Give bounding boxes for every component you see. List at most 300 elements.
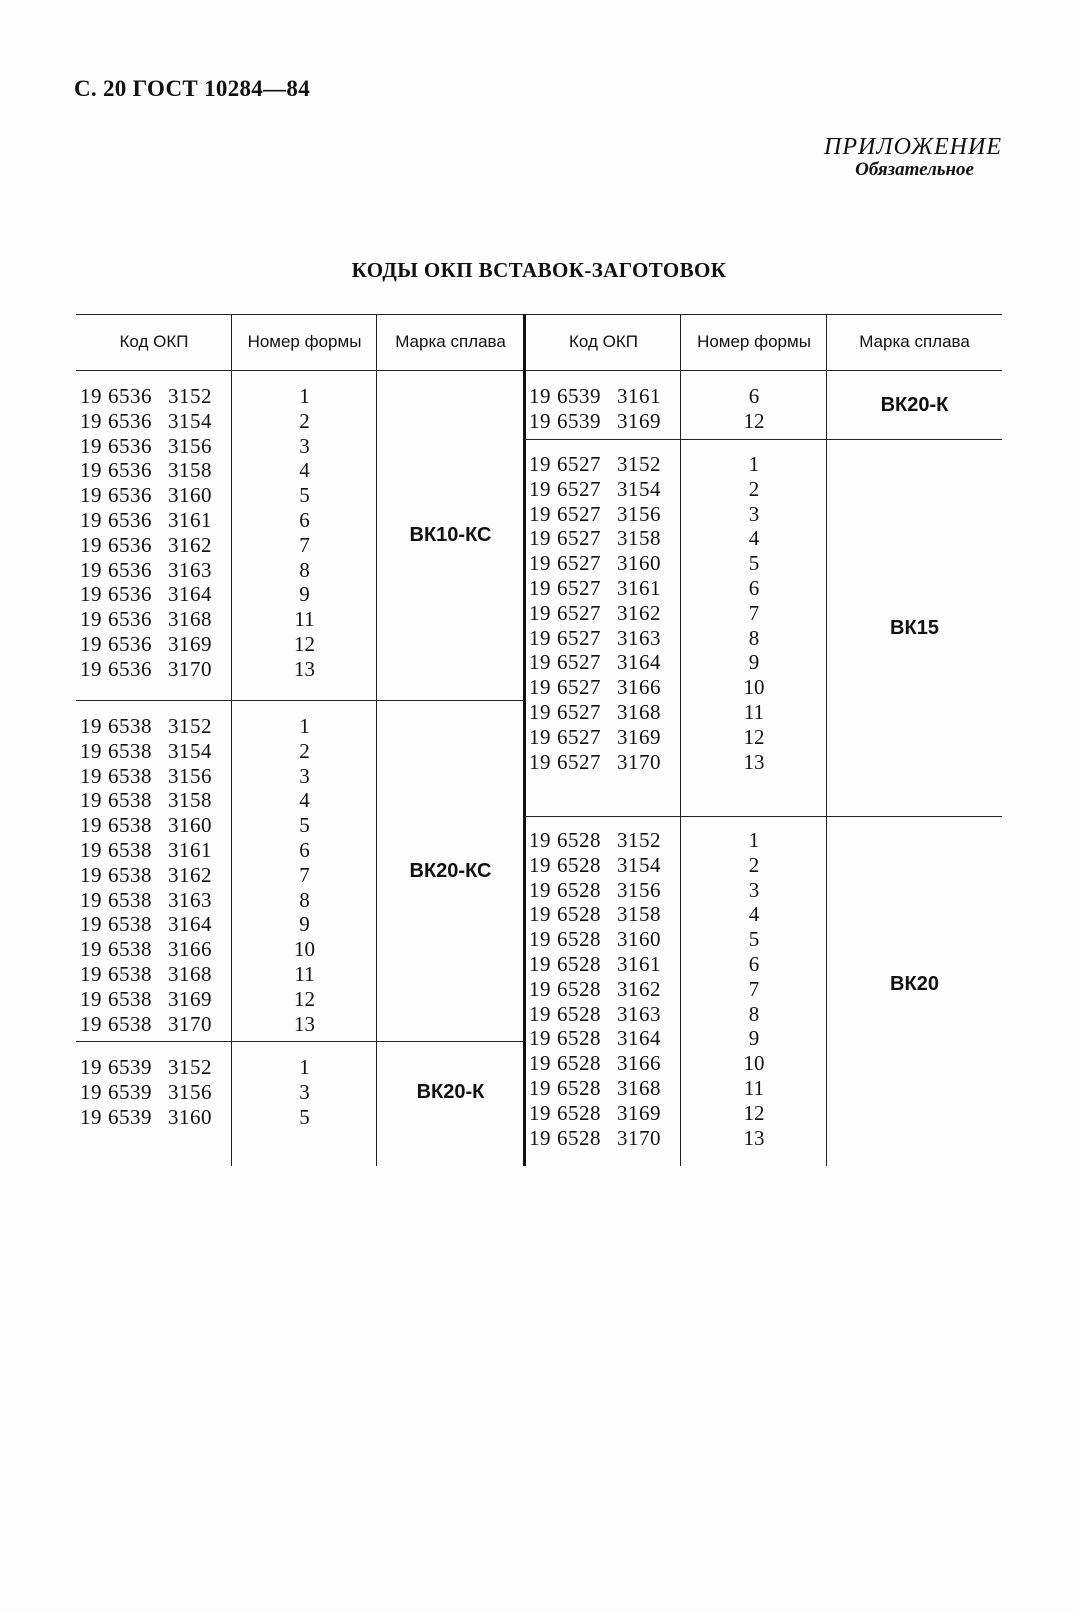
okp-code — [80, 937, 230, 962]
okp-code — [80, 987, 230, 1012]
okp-code-part: 6528 — [557, 927, 601, 952]
okp-code — [80, 533, 230, 558]
okp-code-part: 3160 — [168, 813, 212, 838]
okp-code — [80, 863, 230, 888]
form-number: 3 — [299, 763, 310, 788]
okp-code-part: 3168 — [617, 699, 661, 724]
form-number: 12 — [294, 986, 315, 1011]
form-number: 1 — [748, 452, 760, 476]
okp-code-part: 6527 — [557, 452, 601, 476]
form-number: 2 — [299, 738, 310, 763]
okp-code-part: 19 — [80, 384, 102, 408]
form-number: 3 — [299, 1079, 310, 1104]
okp-code-part: 19 — [80, 507, 102, 532]
okp-code-part: 19 — [80, 607, 102, 632]
okp-code — [529, 384, 679, 409]
okp-code-part: 19 — [80, 458, 102, 483]
okp-code-part: 3161 — [617, 384, 661, 408]
form-number: 11 — [743, 699, 765, 724]
okp-code-part: 19 — [529, 1026, 551, 1051]
okp-code — [529, 1126, 679, 1151]
okp-code-part: 19 — [529, 724, 551, 749]
grade-cell: ВК20-КС — [409, 859, 492, 882]
group-codes — [80, 384, 230, 682]
form-number: 12 — [294, 631, 315, 656]
okp-code-part: 19 — [80, 582, 102, 607]
okp-code — [80, 607, 230, 632]
okp-code — [529, 526, 679, 551]
okp-code-part: 3168 — [168, 961, 212, 986]
form-number: 1 — [299, 1055, 310, 1079]
grade-cell: ВК20 — [890, 972, 939, 995]
form-number: 8 — [299, 557, 310, 582]
form-number: 3 — [748, 501, 760, 526]
okp-code-part: 6527 — [557, 551, 601, 576]
okp-code-part: 6538 — [108, 937, 152, 962]
okp-code-part: 3154 — [168, 738, 212, 763]
okp-code-part: 19 — [529, 1075, 551, 1100]
form-number: 13 — [294, 656, 315, 681]
okp-code-part: 6527 — [557, 575, 601, 600]
okp-code-part: 6536 — [108, 483, 152, 508]
okp-code-part: 19 — [80, 433, 102, 458]
okp-code-part: 6528 — [557, 902, 601, 927]
table-title: КОДЫ ОКП ВСТАВОК-ЗАГОТОВОК — [351, 258, 727, 282]
okp-code — [80, 632, 230, 657]
okp-code-part: 6538 — [108, 1011, 152, 1036]
okp-code — [80, 582, 230, 607]
okp-code-part: 3154 — [617, 852, 661, 877]
okp-codes-table — [76, 314, 1002, 1166]
okp-code-part: 19 — [529, 575, 551, 600]
okp-code-part: 19 — [529, 877, 551, 902]
form-number: 11 — [743, 1075, 765, 1100]
grade-cell: ВК15 — [890, 616, 939, 639]
form-number: 11 — [294, 961, 315, 986]
okp-code-part: 6536 — [108, 607, 152, 632]
okp-code-part: 19 — [80, 837, 102, 862]
okp-code-part: 3154 — [617, 476, 661, 501]
okp-code-part: 6536 — [108, 656, 152, 681]
okp-code-part: 3158 — [617, 526, 661, 551]
okp-code-part: 19 — [529, 408, 551, 433]
okp-code-part: 6538 — [108, 813, 152, 838]
left-group-1-codes — [80, 384, 230, 682]
form-number: 4 — [748, 902, 760, 927]
okp-code-part: 6527 — [557, 675, 601, 700]
okp-code — [529, 725, 679, 750]
okp-code-part: 3169 — [617, 724, 661, 749]
okp-code-part: 19 — [529, 625, 551, 650]
okp-code — [80, 1012, 230, 1037]
okp-code-part: 19 — [80, 1055, 102, 1079]
form-number: 1 — [748, 828, 760, 852]
okp-code-part: 6528 — [557, 1125, 601, 1150]
okp-code — [529, 1051, 679, 1076]
form-number: 9 — [299, 912, 310, 937]
okp-code-part: 19 — [80, 912, 102, 937]
okp-code-part: 6528 — [557, 976, 601, 1001]
okp-code-part: 6539 — [108, 1079, 152, 1104]
okp-code-part: 19 — [80, 483, 102, 508]
okp-code — [80, 813, 230, 838]
okp-code — [529, 576, 679, 601]
okp-code-part: 6538 — [108, 912, 152, 937]
okp-code-part: 3152 — [168, 384, 212, 408]
form-number: 11 — [294, 607, 315, 632]
header-code-left: Код ОКП — [119, 332, 189, 351]
okp-code-part: 19 — [529, 828, 551, 852]
okp-code-part: 6528 — [557, 1026, 601, 1051]
okp-code-part: 6528 — [557, 877, 601, 902]
okp-code-part: 6538 — [108, 961, 152, 986]
form-number: 1 — [299, 714, 310, 738]
form-number: 12 — [743, 724, 765, 749]
left-group-2-forms — [232, 714, 377, 1036]
okp-code-part: 3170 — [617, 749, 661, 774]
form-number: 9 — [748, 650, 760, 675]
right-group-1-codes — [529, 384, 679, 434]
form-number: 4 — [299, 788, 310, 813]
okp-code-part: 3163 — [617, 625, 661, 650]
okp-code — [529, 927, 679, 952]
okp-code-part: 6528 — [557, 1100, 601, 1125]
header-code-right: Код ОКП — [569, 332, 638, 351]
okp-code-part: 3158 — [617, 902, 661, 927]
okp-code — [529, 675, 679, 700]
okp-code-part: 6538 — [108, 714, 152, 738]
okp-code-part: 19 — [80, 532, 102, 557]
okp-code-part: 3156 — [617, 877, 661, 902]
okp-code-part: 6527 — [557, 724, 601, 749]
appendix-label — [824, 134, 1002, 181]
okp-code-part: 3162 — [617, 976, 661, 1001]
okp-code-part: 19 — [529, 852, 551, 877]
okp-code-part: 3161 — [168, 837, 212, 862]
okp-code-part: 19 — [529, 749, 551, 774]
okp-code-part: 3164 — [168, 582, 212, 607]
okp-code-part: 6527 — [557, 476, 601, 501]
okp-code — [529, 700, 679, 725]
okp-code-part: 3164 — [617, 1026, 661, 1051]
okp-code-part: 3166 — [617, 675, 661, 700]
form-number: 1 — [299, 384, 310, 408]
okp-code — [529, 853, 679, 878]
okp-code-part: 19 — [529, 650, 551, 675]
okp-code — [80, 657, 230, 682]
okp-code — [529, 750, 679, 775]
right-group-2-forms — [681, 452, 827, 774]
okp-code-part: 19 — [80, 714, 102, 738]
okp-code-part: 6527 — [557, 526, 601, 551]
okp-code-part: 3160 — [617, 551, 661, 576]
okp-code-part: 19 — [80, 738, 102, 763]
okp-code-part: 6538 — [108, 837, 152, 862]
form-number: 9 — [299, 582, 310, 607]
okp-code-part: 6536 — [108, 507, 152, 532]
okp-code-part: 6536 — [108, 433, 152, 458]
okp-code-part: 19 — [80, 408, 102, 433]
okp-code-part: 3166 — [168, 937, 212, 962]
okp-code-part: 19 — [80, 557, 102, 582]
okp-code-part: 19 — [529, 902, 551, 927]
okp-code-part: 19 — [80, 813, 102, 838]
form-number: 7 — [748, 976, 760, 1001]
form-number: 6 — [748, 575, 760, 600]
okp-code-part: 3156 — [168, 763, 212, 788]
okp-code-part: 3164 — [168, 912, 212, 937]
form-number: 13 — [743, 749, 765, 774]
okp-code — [80, 888, 230, 913]
okp-code-part: 6527 — [557, 501, 601, 526]
okp-code-part: 19 — [529, 1051, 551, 1076]
form-number: 5 — [299, 813, 310, 838]
form-number: 8 — [299, 887, 310, 912]
okp-code-part: 19 — [80, 788, 102, 813]
okp-code-part: 3156 — [168, 1079, 212, 1104]
okp-code-part: 3160 — [617, 927, 661, 952]
form-number: 4 — [299, 458, 310, 483]
okp-code-part: 3156 — [168, 433, 212, 458]
left-group-3-codes — [80, 1055, 230, 1129]
okp-code-part: 6538 — [108, 862, 152, 887]
header-grade-right: Марка сплава — [859, 332, 970, 351]
okp-code-part: 6527 — [557, 625, 601, 650]
okp-code-part: 19 — [529, 526, 551, 551]
okp-code — [529, 828, 679, 853]
okp-code-part: 3152 — [168, 1055, 212, 1079]
okp-code-part: 3161 — [617, 951, 661, 976]
okp-code — [529, 601, 679, 626]
form-number: 10 — [743, 1051, 765, 1076]
form-number: 7 — [299, 862, 310, 887]
form-number: 7 — [748, 600, 760, 625]
okp-code-part: 3168 — [617, 1075, 661, 1100]
okp-code — [80, 714, 230, 739]
okp-code — [529, 650, 679, 675]
okp-code — [529, 409, 679, 434]
okp-code-part: 19 — [529, 699, 551, 724]
okp-code-part: 3160 — [168, 1104, 212, 1129]
okp-code-part: 6538 — [108, 986, 152, 1011]
form-number: 3 — [748, 877, 760, 902]
okp-code-part: 19 — [529, 927, 551, 952]
grade-cell: ВК10-КС — [409, 524, 492, 546]
okp-code-part: 3163 — [168, 887, 212, 912]
okp-code — [529, 878, 679, 903]
form-number: 6 — [748, 384, 760, 408]
okp-code-part: 6538 — [108, 887, 152, 912]
okp-code — [80, 1080, 230, 1105]
grade-cell: ВК20-К — [416, 1080, 485, 1103]
okp-code — [80, 458, 230, 483]
okp-code — [529, 551, 679, 576]
right-group-3-codes — [529, 828, 679, 1150]
appendix-subtitle: Обязательное — [855, 159, 974, 180]
okp-code-part: 19 — [80, 656, 102, 681]
header-grade-left: Марка сплава — [395, 332, 506, 351]
header-form-left: Номер формы — [247, 332, 362, 351]
okp-code-part: 3152 — [168, 714, 212, 738]
form-number: 3 — [299, 433, 310, 458]
form-number: 5 — [748, 927, 760, 952]
form-number: 7 — [299, 532, 310, 557]
form-number: 5 — [299, 483, 310, 508]
okp-code-part: 19 — [80, 986, 102, 1011]
okp-code — [529, 977, 679, 1002]
okp-code-part: 6536 — [108, 458, 152, 483]
okp-code-part: 6536 — [108, 582, 152, 607]
form-number: 12 — [743, 1100, 765, 1125]
form-number: 5 — [748, 551, 760, 576]
okp-code — [80, 434, 230, 459]
okp-code-part: 19 — [80, 862, 102, 887]
okp-code-part: 6528 — [557, 1001, 601, 1026]
okp-code — [80, 409, 230, 434]
okp-code-part: 19 — [80, 1079, 102, 1104]
okp-code — [80, 558, 230, 583]
okp-code-part: 3162 — [168, 532, 212, 557]
okp-code — [529, 502, 679, 527]
okp-code — [80, 1055, 230, 1080]
page-header: С. 20 ГОСТ 10284—84 — [74, 76, 310, 101]
okp-code-part: 19 — [529, 1001, 551, 1026]
okp-code-part: 19 — [80, 937, 102, 962]
okp-code-part: 3168 — [168, 607, 212, 632]
okp-code — [80, 1105, 230, 1130]
okp-code-part: 19 — [80, 961, 102, 986]
okp-code-part: 6536 — [108, 532, 152, 557]
okp-code — [80, 912, 230, 937]
okp-code-part: 3158 — [168, 788, 212, 813]
okp-code-part: 6527 — [557, 650, 601, 675]
okp-code-part: 3169 — [617, 408, 661, 433]
okp-code — [80, 483, 230, 508]
okp-code-part: 3152 — [617, 828, 661, 852]
okp-code — [80, 962, 230, 987]
okp-code — [529, 477, 679, 502]
form-number: 12 — [743, 408, 765, 433]
okp-code-part: 19 — [80, 1104, 102, 1129]
left-group-1-forms — [232, 384, 377, 682]
okp-code — [80, 764, 230, 789]
form-number: 8 — [748, 1001, 760, 1026]
form-number: 13 — [743, 1125, 765, 1150]
okp-code — [529, 452, 679, 477]
form-number: 13 — [294, 1011, 315, 1036]
okp-code-part: 3162 — [168, 862, 212, 887]
grade-cell: ВК20-К — [880, 393, 949, 416]
appendix-title: ПРИЛОЖЕНИЕ — [824, 134, 1002, 160]
okp-code-part: 6528 — [557, 852, 601, 877]
okp-code-part: 6539 — [108, 1055, 152, 1079]
okp-code-part: 6538 — [108, 738, 152, 763]
okp-code-part: 3166 — [617, 1051, 661, 1076]
form-number: 6 — [299, 837, 310, 862]
okp-code-part: 6536 — [108, 384, 152, 408]
right-group-3-forms — [681, 828, 827, 1150]
okp-code-part: 3163 — [617, 1001, 661, 1026]
okp-code-part: 6538 — [108, 788, 152, 813]
okp-code — [529, 1026, 679, 1051]
okp-code-part: 3158 — [168, 458, 212, 483]
okp-code-part: 6527 — [557, 699, 601, 724]
okp-code-part: 6527 — [557, 600, 601, 625]
okp-code — [80, 508, 230, 533]
form-number: 9 — [748, 1026, 760, 1051]
okp-code-part: 3160 — [168, 483, 212, 508]
okp-code-part: 6528 — [557, 1051, 601, 1076]
okp-code-part: 3152 — [617, 452, 661, 476]
okp-code — [80, 788, 230, 813]
form-number: 4 — [748, 526, 760, 551]
okp-code-part: 19 — [529, 452, 551, 476]
okp-code-part: 3169 — [617, 1100, 661, 1125]
okp-code-part: 6536 — [108, 631, 152, 656]
okp-code-part: 6539 — [557, 384, 601, 408]
form-number: 5 — [299, 1104, 310, 1129]
okp-code-part: 3164 — [617, 650, 661, 675]
okp-code-part: 6538 — [108, 763, 152, 788]
okp-code — [529, 952, 679, 977]
okp-code — [80, 739, 230, 764]
okp-code-part: 19 — [529, 501, 551, 526]
okp-code — [529, 626, 679, 651]
okp-code-part: 19 — [80, 1011, 102, 1036]
okp-code — [529, 1076, 679, 1101]
okp-code-part: 6536 — [108, 408, 152, 433]
okp-code-part: 3169 — [168, 986, 212, 1011]
okp-code-part: 3161 — [168, 507, 212, 532]
okp-code-part: 3161 — [617, 575, 661, 600]
okp-code-part: 6539 — [108, 1104, 152, 1129]
okp-code-part: 6528 — [557, 828, 601, 852]
okp-code-part: 3163 — [168, 557, 212, 582]
form-number: 2 — [748, 852, 760, 877]
okp-code-part: 19 — [80, 631, 102, 656]
okp-code-part: 3156 — [617, 501, 661, 526]
okp-code-part: 19 — [529, 551, 551, 576]
okp-code-part: 6528 — [557, 951, 601, 976]
form-number: 10 — [743, 675, 765, 700]
okp-code-part: 6527 — [557, 749, 601, 774]
okp-code-part: 6528 — [557, 1075, 601, 1100]
okp-code-part: 19 — [80, 887, 102, 912]
okp-code-part: 3169 — [168, 631, 212, 656]
okp-code — [529, 1101, 679, 1126]
okp-code-part: 3170 — [168, 1011, 212, 1036]
form-number: 2 — [748, 476, 760, 501]
okp-code-part: 19 — [529, 476, 551, 501]
left-group-2-codes — [80, 714, 230, 1036]
okp-code-part: 3154 — [168, 408, 212, 433]
okp-code-part: 6539 — [557, 408, 601, 433]
okp-code-part: 19 — [529, 675, 551, 700]
okp-code-part: 19 — [529, 1125, 551, 1150]
okp-code — [529, 902, 679, 927]
okp-code — [80, 838, 230, 863]
okp-code — [80, 384, 230, 409]
form-number: 2 — [299, 408, 310, 433]
okp-code-part: 19 — [80, 763, 102, 788]
form-number: 10 — [294, 937, 315, 962]
form-number: 6 — [748, 951, 760, 976]
okp-code-part: 3162 — [617, 600, 661, 625]
okp-code-part: 19 — [529, 384, 551, 408]
okp-code-part: 19 — [529, 951, 551, 976]
header-form-right: Номер формы — [697, 332, 811, 351]
right-group-2-codes — [529, 452, 679, 774]
